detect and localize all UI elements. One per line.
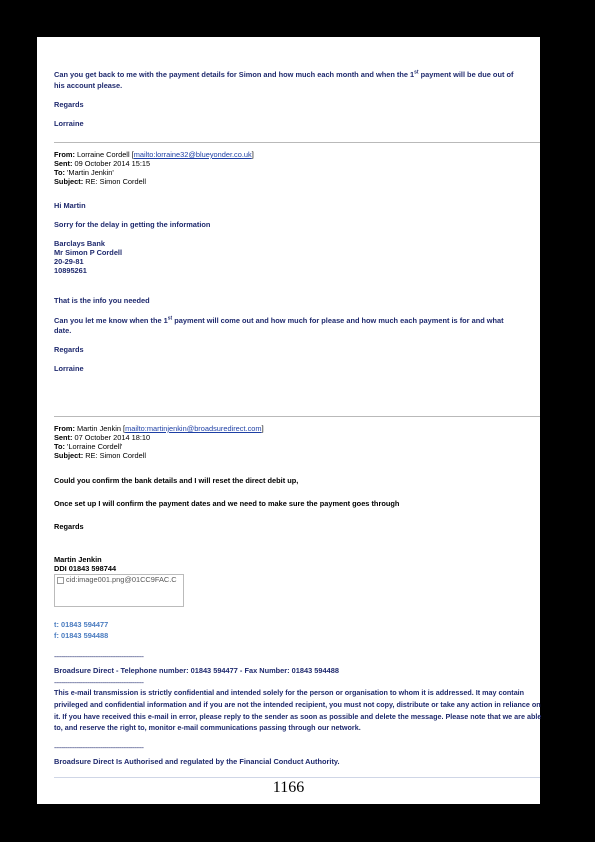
signature-image-alt: cid:image001.png@01CC9FAC.C	[66, 575, 177, 584]
email2-fax: f: 01843 594488	[54, 631, 109, 640]
email1-from: From: Lorraine Cordell [mailto:lorraine32@blueyonder.co.uk]	[54, 150, 254, 159]
email1-info: That is the info you needed	[54, 296, 150, 305]
email1-subject: Subject: RE: Simon Cordell	[54, 177, 146, 186]
email1-sorry: Sorry for the delay in getting the information	[54, 220, 211, 229]
email2-from-link[interactable]: mailto:martinjenkin@broadsuredirect.com	[125, 424, 262, 433]
footer-authorised: Broadsure Direct Is Authorised and regulated by the Financial Conduct Authority.	[54, 757, 340, 766]
footer-rule	[54, 777, 540, 778]
email2-sig-ddi: DDI 01843 598744	[54, 564, 117, 573]
signature-image-placeholder	[54, 574, 184, 607]
email2-to: To: 'Lorraine Cordell'	[54, 442, 123, 451]
email2-from: From: Martin Jenkin [mailto:martinjenkin@broadsuredirect.com]	[54, 424, 264, 433]
email1-greeting: Hi Martin	[54, 201, 86, 210]
document-page	[37, 37, 540, 804]
email2-tel: t: 01843 594477	[54, 620, 109, 629]
email1-sent: Sent: 09 October 2014 15:15	[54, 159, 151, 168]
email1-bank-line-4: 10895261	[54, 266, 87, 275]
top-message-line1: Can you get back to me with the payment details for Simon and how much each month and when the 1st payment will be due out of	[54, 69, 514, 79]
email1-bank-line-1: Barclays Bank	[54, 239, 105, 248]
email2-once: Once set up I will confirm the payment dates and we need to make sure the payment goes through	[54, 499, 400, 508]
email2-sent: Sent: 07 October 2014 18:10	[54, 433, 151, 442]
footer-dashes-1: ------------------------------------------------	[54, 652, 144, 661]
divider-1	[54, 142, 540, 143]
email1-signoff: Lorraine	[54, 364, 84, 373]
top-signoff: Lorraine	[54, 119, 84, 128]
email1-bank-line-3: 20-29-81	[54, 257, 84, 266]
email1-regards: Regards	[54, 345, 84, 354]
email1-ask-line2: date.	[54, 326, 72, 335]
email1-ask-line1: Can you let me know when the 1st payment will come out and how much for please and how much each payment is for and what	[54, 315, 504, 325]
top-message-line2: his account please.	[54, 81, 123, 90]
email1-to: To: 'Martin Jenkin'	[54, 168, 114, 177]
broken-image-icon	[57, 577, 64, 584]
email2-sig-name: Martin Jenkin	[54, 555, 102, 564]
email1-bank-line-2: Mr Simon P Cordell	[54, 248, 123, 257]
divider-2	[54, 416, 540, 417]
footer-company-line: Broadsure Direct - Telephone number: 01843 594477 - Fax Number: 01843 594488	[54, 666, 339, 675]
footer-dashes-2: ------------------------------------------------	[54, 678, 144, 687]
footer-dashes-3: ------------------------------------------------	[54, 743, 144, 752]
top-regards: Regards	[54, 100, 84, 109]
email1-from-link[interactable]: mailto:lorraine32@blueyonder.co.uk	[133, 150, 252, 159]
email2-regards: Regards	[54, 522, 84, 531]
email2-confirm: Could you confirm the bank details and I will reset the direct debit up,	[54, 476, 299, 485]
page-number: 1166	[272, 779, 305, 796]
email2-subject: Subject: RE: Simon Cordell	[54, 451, 146, 460]
footer-disclaimer: This e-mail transmission is strictly confidential and intended solely for the person or organisation to whom it is addressed. It may contain privileged and confidential information and if you are not the intended recipient, you must not copy, distribute or take any action in reliance on it. If you have received this e-mail in error, please reply to the sender as soon as possible and delete the message. Please note that we are able to, and reserve the right to, monitor e-mail communications passing through our network.	[54, 688, 542, 733]
